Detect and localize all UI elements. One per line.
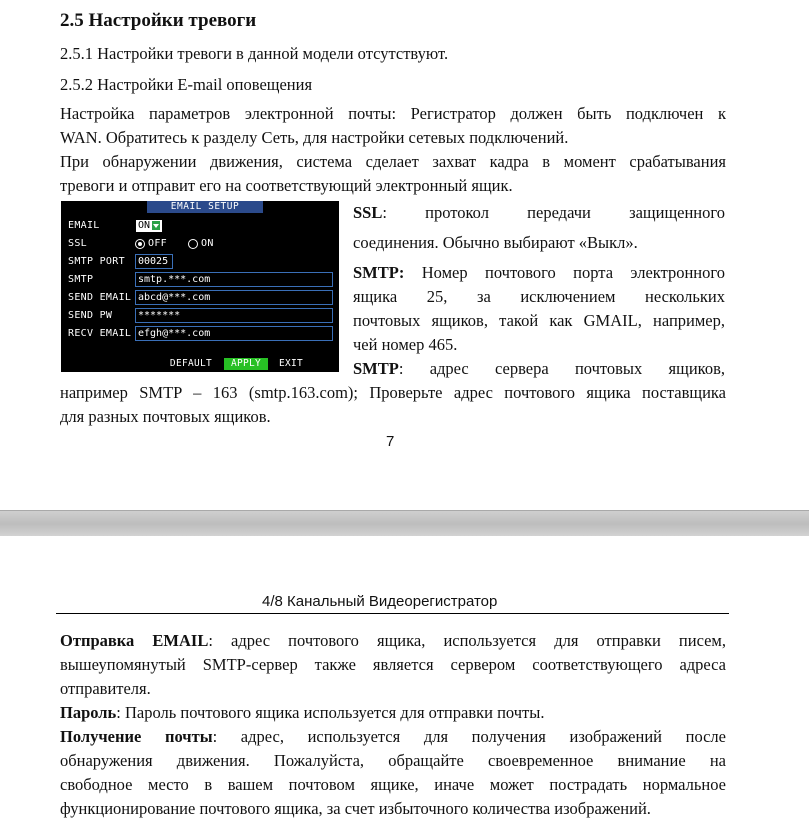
- page-number: 7: [386, 433, 395, 450]
- recv-term: Получение почты: [60, 727, 213, 746]
- para1-line1: Настройка параметров электронной почты: Регистратор должен быть подключен к: [60, 104, 726, 123]
- smtp2-line2: например SMTP – 163 (smtp.163.com); Проверьте адрес почтового ящика поставщика: [60, 383, 726, 402]
- apply-button: APPLY: [224, 358, 268, 370]
- para1-line2: WAN. Обратитесь к разделу Сеть, для настройки сетевых подключений.: [60, 128, 569, 147]
- smtp-line4: чей номер 465.: [353, 335, 458, 354]
- label-smtp-port: SMTP PORT: [68, 256, 125, 267]
- recv-email-field: efgh@***.com: [135, 326, 333, 341]
- dropdown-arrow-icon: [152, 221, 160, 230]
- radio-selected-icon: [135, 239, 145, 249]
- ssl-term: SSL: [353, 203, 383, 222]
- recv-line1: [60, 725, 726, 749]
- ssl-line2: соединения. Обычно выбирают «Выкл».: [353, 233, 638, 252]
- send-pw-field: *******: [135, 308, 333, 323]
- page-separator: [0, 510, 809, 538]
- exit-button: EXIT: [278, 358, 304, 369]
- smtp-field: smtp.***.com: [135, 272, 333, 287]
- smtp-line1: [353, 261, 725, 285]
- password-line: [60, 701, 544, 725]
- smtp-term: SMTP:: [353, 263, 405, 282]
- ssl-on-label: ON: [201, 238, 214, 249]
- label-ssl: SSL: [68, 238, 87, 249]
- recv-line3: свободное место в вашем почтовом ящике, иначе может пострадать нормальное: [60, 775, 726, 794]
- label-recv-email: RECV EMAIL: [68, 328, 132, 339]
- screen-title: EMAIL SETUP: [147, 201, 263, 213]
- ssl-line1: [353, 201, 725, 225]
- recv-line4: функционирование почтового ящика, за счет избыточного количества изображений.: [60, 799, 651, 818]
- recv-desc: : адрес, используется для получения изображений после: [212, 727, 726, 746]
- send-line3: отправителя.: [60, 679, 151, 698]
- smtp-port-field: 00025: [135, 254, 173, 269]
- send-email-field: abcd@***.com: [135, 290, 333, 305]
- email-select-value: ON: [138, 220, 151, 231]
- para2-line1: При обнаружении движения, система сделает захват кадра в момент срабатывания: [60, 152, 726, 171]
- recv-line2: обнаружения движения. Пожалуйста, обращайте своевременное внимание на: [60, 751, 726, 770]
- smtp-line3: почтовых ящиков, такой как GMAIL, например,: [353, 311, 725, 330]
- subsection-2-5-1: 2.5.1 Настройки тревоги в данной модели отсутствуют.: [60, 44, 449, 63]
- password-desc: : Пароль почтового ящика используется для отправки почты.: [116, 703, 545, 722]
- header-rule: [56, 613, 729, 614]
- label-send-email: SEND EMAIL: [68, 292, 132, 303]
- send-desc: : адрес почтового ящика, используется для отправки писем,: [208, 631, 726, 650]
- label-email: EMAIL: [68, 220, 100, 231]
- smtp-line2: ящика 25, за исключением нескольких: [353, 287, 725, 306]
- send-line2: вышеупомянутый SMTP-сервер также является сервером соответствующего адреса: [60, 655, 726, 674]
- email-select: [136, 220, 162, 232]
- section-heading: 2.5 Настройки тревоги: [60, 10, 257, 31]
- para2-line2: тревоги и отправит его на соответствующий электронный ящик.: [60, 176, 513, 195]
- label-smtp: SMTP: [68, 274, 94, 285]
- password-term: Пароль: [60, 703, 117, 722]
- label-send-pw: SEND PW: [68, 310, 113, 321]
- smtp2-term: SMTP: [353, 359, 399, 378]
- ssl-desc: : протокол передачи защищенного: [382, 203, 725, 222]
- ssl-off-label: OFF: [148, 238, 167, 249]
- radio-empty-icon: [188, 239, 198, 249]
- subsection-2-5-2: 2.5.2 Настройки E-mail оповещения: [60, 75, 313, 94]
- default-button: DEFAULT: [169, 358, 213, 369]
- smtp2-line1: [353, 357, 725, 381]
- send-term: Отправка EMAIL: [60, 631, 209, 650]
- email-setup-screenshot: [61, 201, 339, 372]
- smtp2-desc: : адрес сервера почтовых ящиков,: [398, 359, 725, 378]
- running-header: 4/8 Канальный Видеорегистратор: [262, 593, 498, 610]
- send-line1: [60, 629, 726, 653]
- document-page-bottom: [0, 536, 809, 824]
- smtp-desc: Номер почтового порта электронного: [404, 263, 725, 282]
- smtp2-line3: для разных почтовых ящиков.: [60, 407, 271, 426]
